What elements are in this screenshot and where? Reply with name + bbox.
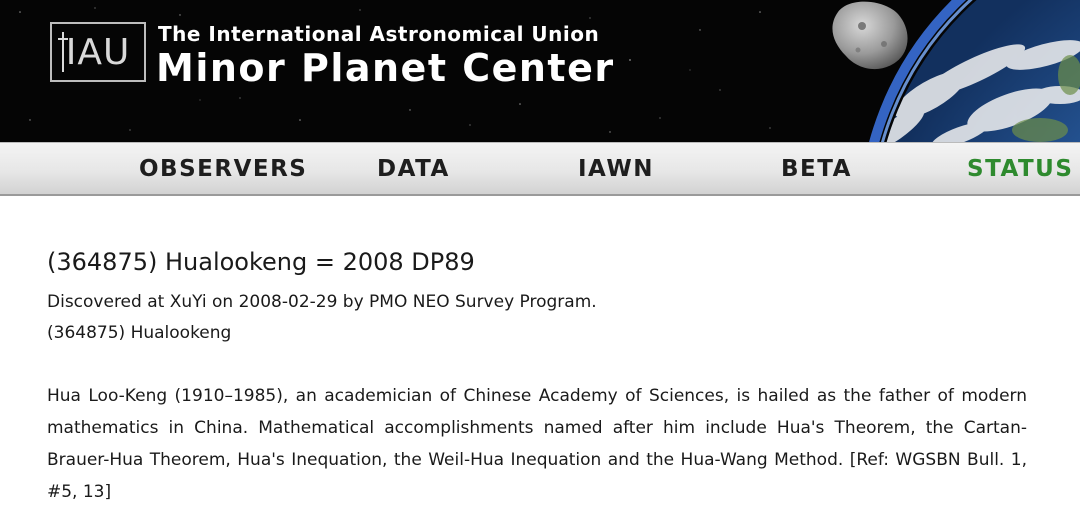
nav-iawn[interactable]: IAWN xyxy=(578,156,654,182)
asteroid-image xyxy=(832,2,907,69)
nav-beta[interactable]: BETA xyxy=(781,156,852,182)
main-nav xyxy=(0,142,1080,196)
iau-logo[interactable] xyxy=(50,22,146,82)
site-title[interactable]: Minor Planet Center xyxy=(156,46,615,90)
org-name: The International Astronomical Union xyxy=(158,22,600,46)
header-banner xyxy=(0,0,1080,142)
discovery-info: Discovered at XuYi on 2008-02-29 by PMO NEO Survey Program. xyxy=(47,292,597,312)
logo-text: IAU xyxy=(65,32,131,73)
nav-status[interactable]: STATUS xyxy=(967,156,1074,182)
nav-observers[interactable]: OBSERVERS xyxy=(139,156,308,182)
object-title: (364875) Hualookeng = 2008 DP89 xyxy=(47,248,475,276)
object-name: (364875) Hualookeng xyxy=(47,323,232,343)
nav-data[interactable]: DATA xyxy=(377,156,450,182)
citation-text: Hua Loo-Keng (1910–1985), an academician of Chinese Academy of Sciences, is hailed as the father of modern mathematics in China. Mathematical accomplishments named after him include Hua's Theorem, the Cartan-Brauer-Hua Theorem, Hua's Inequation, the Weil-Hua Inequation and the Hua-Wang Method. [Ref: WGSBN Bull. 1, #5, 13] xyxy=(47,386,1027,502)
